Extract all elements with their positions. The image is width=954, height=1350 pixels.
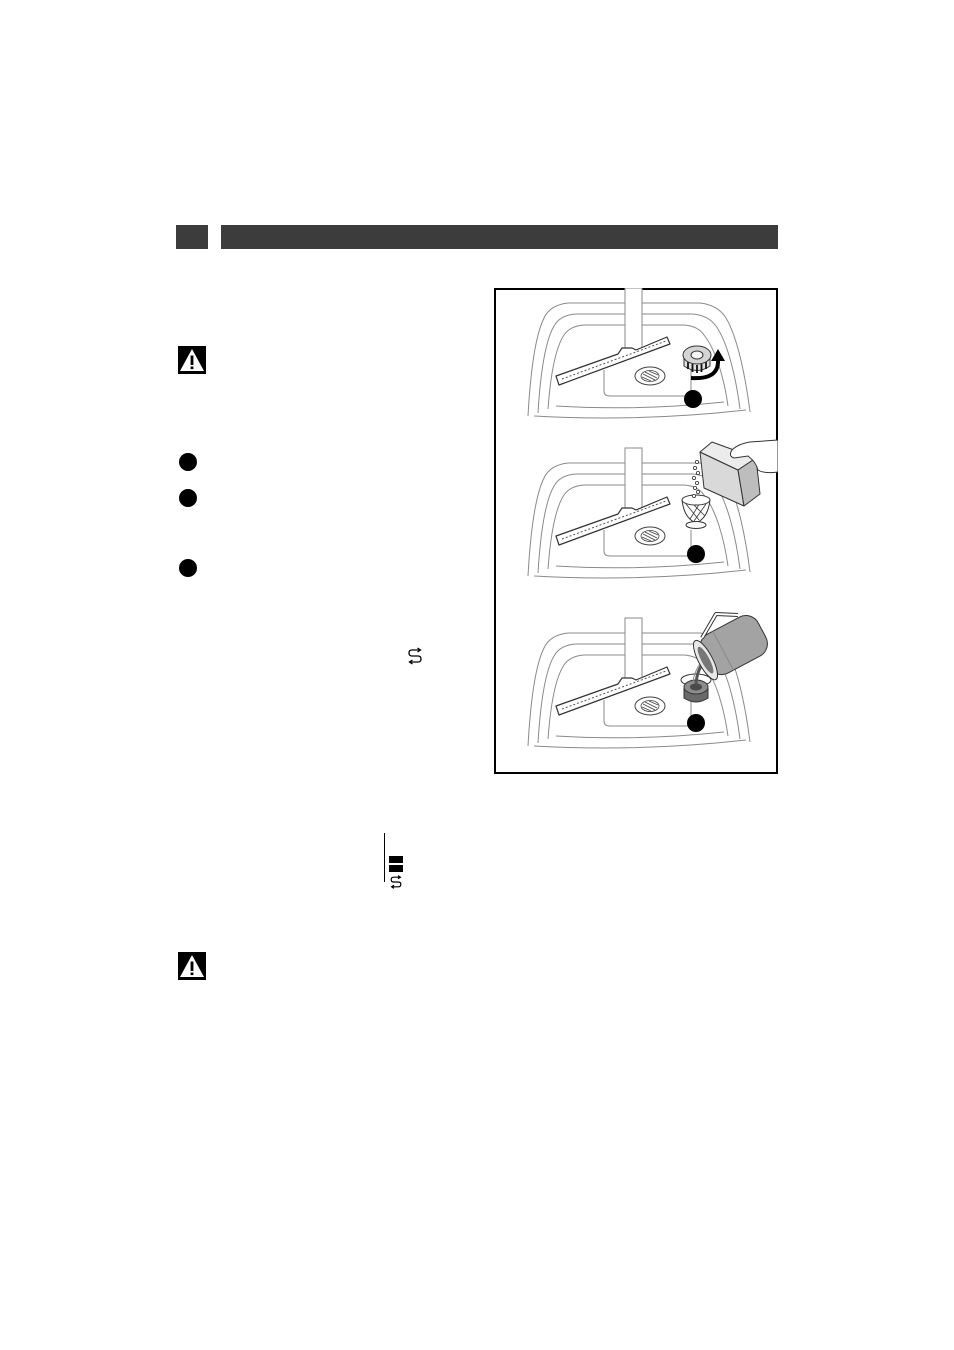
indicator-block: [389, 856, 403, 863]
header-bar: [221, 225, 778, 249]
step-marker-1: [179, 453, 197, 471]
indicator-block: [389, 865, 403, 872]
salt-level-indicator: [389, 856, 403, 874]
header-tab: [176, 225, 208, 249]
regeneration-cycle-icon: [388, 874, 404, 890]
illustration-step-marker-3: [687, 714, 705, 732]
salt-funnel: [682, 495, 710, 529]
illustration-step-marker-2: [687, 545, 705, 563]
step-marker-3: [179, 559, 197, 577]
warning-triangle-icon: [178, 952, 206, 980]
illustration-step-marker-1: [684, 390, 702, 408]
indicator-line: [384, 833, 385, 882]
step-marker-2: [179, 489, 197, 507]
warning-triangle-icon: [178, 346, 206, 374]
illustration-box: [494, 288, 778, 774]
regeneration-cycle-icon: [406, 646, 424, 666]
salt-container-cap: [683, 346, 711, 373]
illustration-frame: [495, 289, 777, 773]
